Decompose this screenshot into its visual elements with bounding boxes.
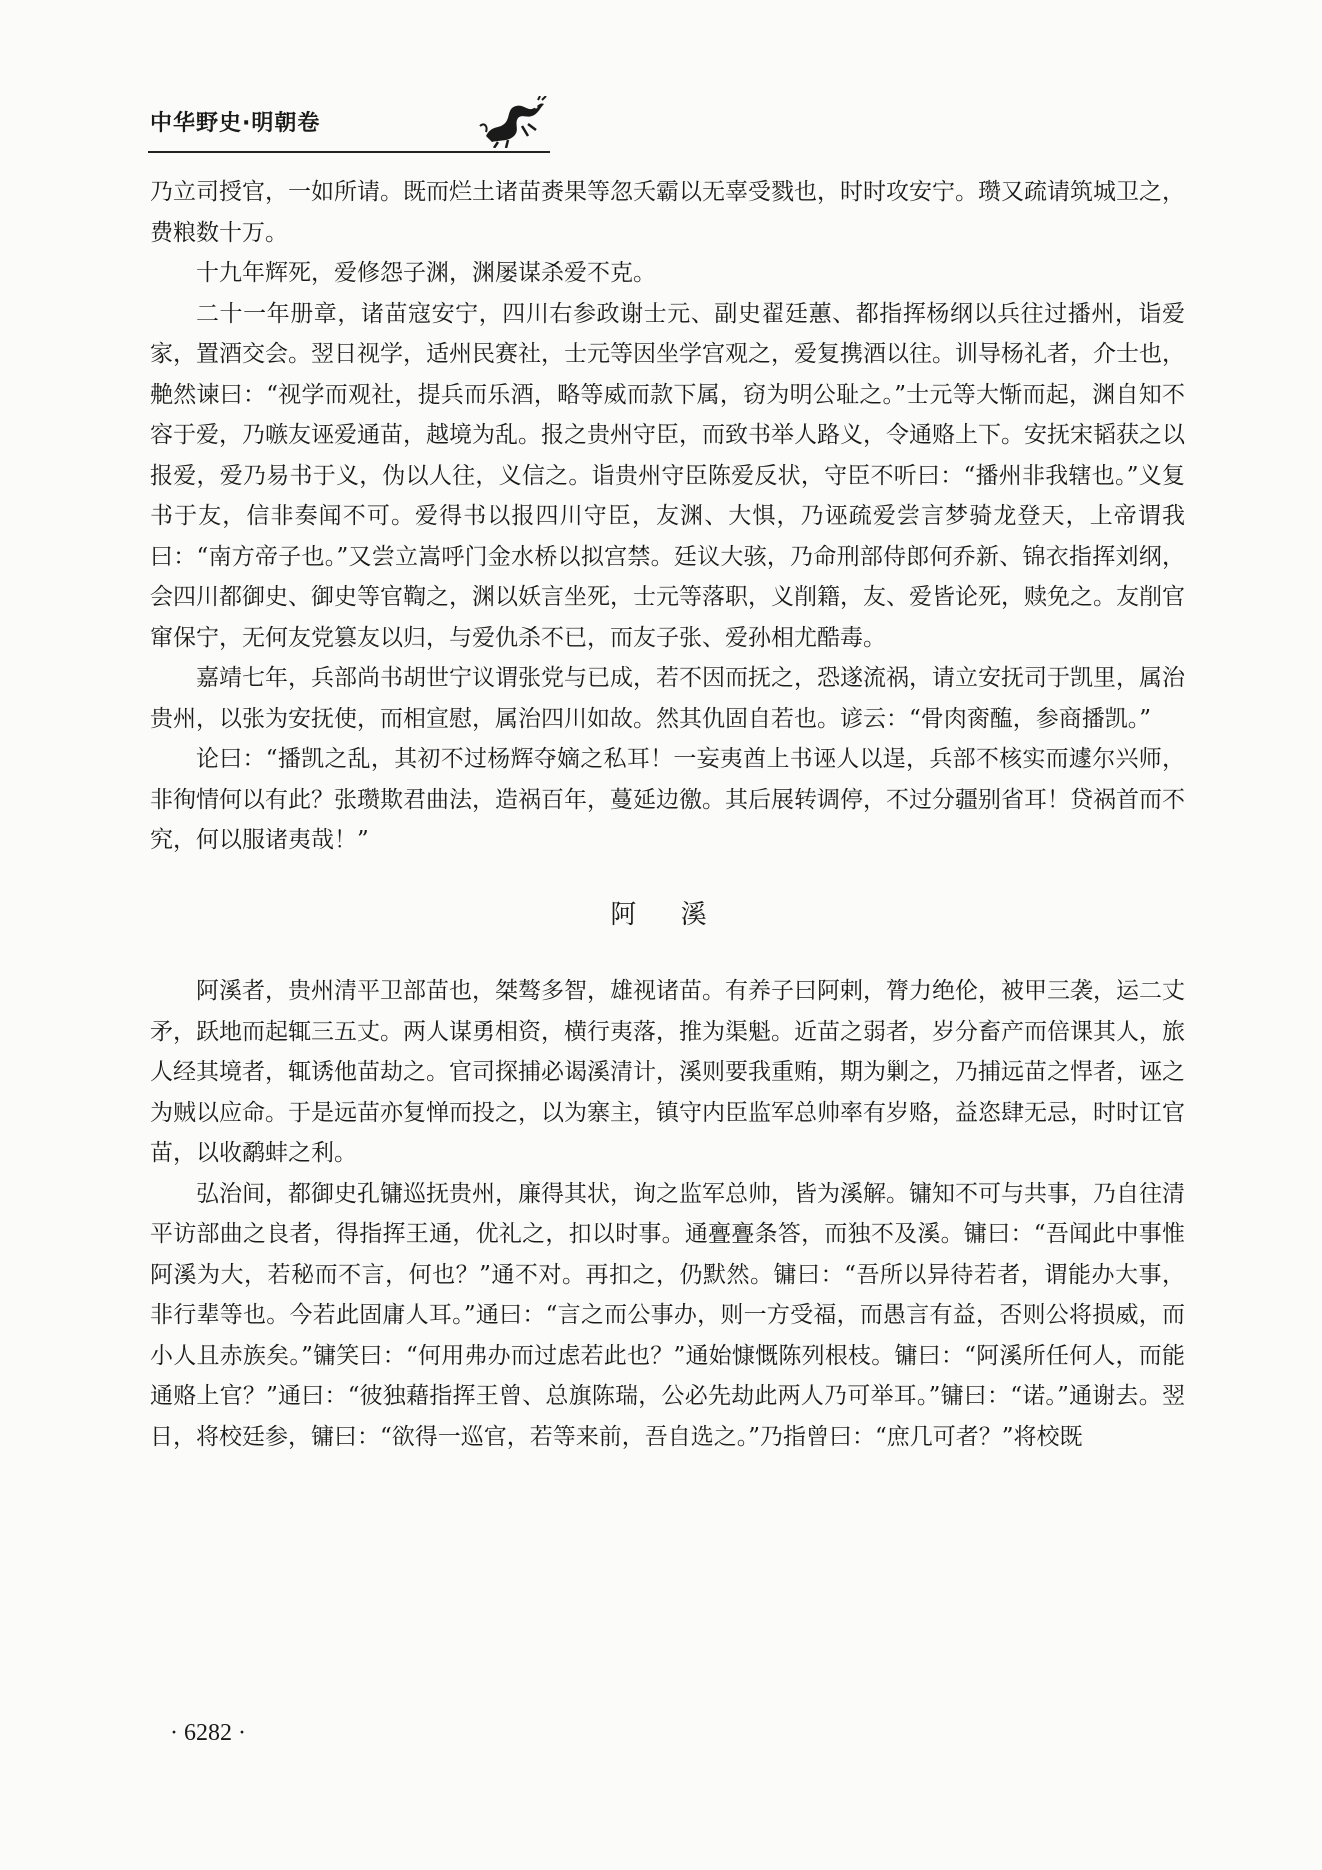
paragraph: 十九年辉死，爱修怨子渊，渊屡谋杀爱不克。: [196, 260, 656, 286]
page-header: [148, 96, 548, 156]
paragraph: 论曰：“播凯之乱，其初不过杨辉夺嫡之私耳！一妄夷酋上书诬人以逞，兵部不核实而遽尔兴师，非徇情何以有此？张瓒欺君曲法，造祸百年，蔓延边徼。其后展转调停，不过分疆别省耳！贷祸首而不究，何以服诸夷哉！”: [150, 746, 1185, 853]
header-rule: [148, 151, 550, 153]
book-title: 中华野史·明朝卷: [150, 111, 321, 136]
body-text: [150, 172, 1185, 1457]
paragraph: 弘治间，都御史孔镛巡抚贵州，廉得其状，询之监军总帅，皆为溪解。镛知不可与共事，乃自往清平访部曲之良者，得指挥王通，优礼之，扣以时事。通亹亹条答，而独不及溪。镛曰：“吾闻此中事惟阿溪为大，若秘而不言，何也？”通不对。再扣之，仍默然。镛曰：“吾所以异待若者，谓能办大事，非行辈等也。今若此固庸人耳。”通曰：“言之而公事办，则一方受福，而愚言有益，否则公将损威，而小人且赤族矣。”镛笑曰：“何用弗办而过虑若此也？”通始慷慨陈列根枝。镛曰：“阿溪所任何人，而能通赂上官？”通曰：“彼独藉指挥王曾、总旗陈瑞，公必先劫此两人乃可举耳。”镛曰：“诺。”通谢去。翌日，将校廷参，镛曰：“欲得一巡官，若等来前，吾自选之。”乃指曾曰：“庶几可者？”将校既: [150, 1180, 1185, 1450]
page-number: · 6282 ·: [170, 1720, 246, 1746]
section-title: 阿 溪: [610, 899, 725, 930]
paragraph: 乃立司授官，一如所请。既而烂土诸苗赉果等忽夭霸以无辜受戮也，时时攻安宁。瓒又疏请筑城卫之，费粮数十万。: [150, 179, 1185, 246]
paragraph: 阿溪者，贵州清平卫部苗也，桀骜多智，雄视诸苗。有养子曰阿剌，膂力绝伦，被甲三袭，运二丈矛，跃地而起辄三五丈。两人谋勇相资，横行夷落，推为渠魁。近苗之弱者，岁分畜产而倍课其人，旅人经其境者，辄诱他苗劫之。官司探捕必谒溪清计，溪则要我重贿，期为剿之，乃捕远苗之悍者，诬之为贼以应命。于是远苗亦复惮而投之，以为寨主，镇守内臣监军总帅率有岁赂，益恣肆无忌，时时讧官苗，以收鹬蚌之利。: [150, 978, 1185, 1166]
dragon-icon: [478, 96, 548, 148]
paragraph: 嘉靖七年，兵部尚书胡世宁议谓张党与已成，若不因而抚之，恐遂流祸，请立安抚司于凯里，属治贵州，以张为安抚使，而相宣慰，属治四川如故。然其仇固自若也。谚云：“骨肉脔醢，参商播凯。”: [150, 665, 1185, 732]
paragraph: 二十一年册章，诸苗寇安宁，四川右参政谢士元、副史翟廷蕙、都指挥杨纲以兵往过播州，诣爱家，置酒交会。翌日视学，适州民赛社，士元等因坐学宫观之，爱复携酒以往。训导杨礼者，介士也，艴然谏曰：“视学而观社，提兵而乐酒，略等威而款下属，窃为明公耻之。”士元等大惭而起，渊自知不容于爱，乃嗾友诬爱通苗，越境为乱。报之贵州守臣，而致书举人路义，令通赂上下。安抚宋韬获之以报爱，爱乃易书于义，伪以人往，义信之。诣贵州守臣陈爱反状，守臣不听曰：“播州非我辖也。”义复书于友，信非奏闻不可。爱得书以报四川守臣，友渊、大惧，乃诬疏爱尝言梦骑龙登天，上帝谓我曰：“南方帝子也。”又尝立嵩呼门金水桥以拟宫禁。廷议大骇，乃命刑部侍郎何乔新、锦衣指挥刘纲，会四川都御史、御史等官鞫之，渊以妖言坐死，士元等落职，义削籍，友、爱皆论死，赎免之。友削官窜保宁，无何友党篡友以归，与爱仇杀不已，而友子张、爱孙相尤酷毒。: [150, 300, 1185, 651]
